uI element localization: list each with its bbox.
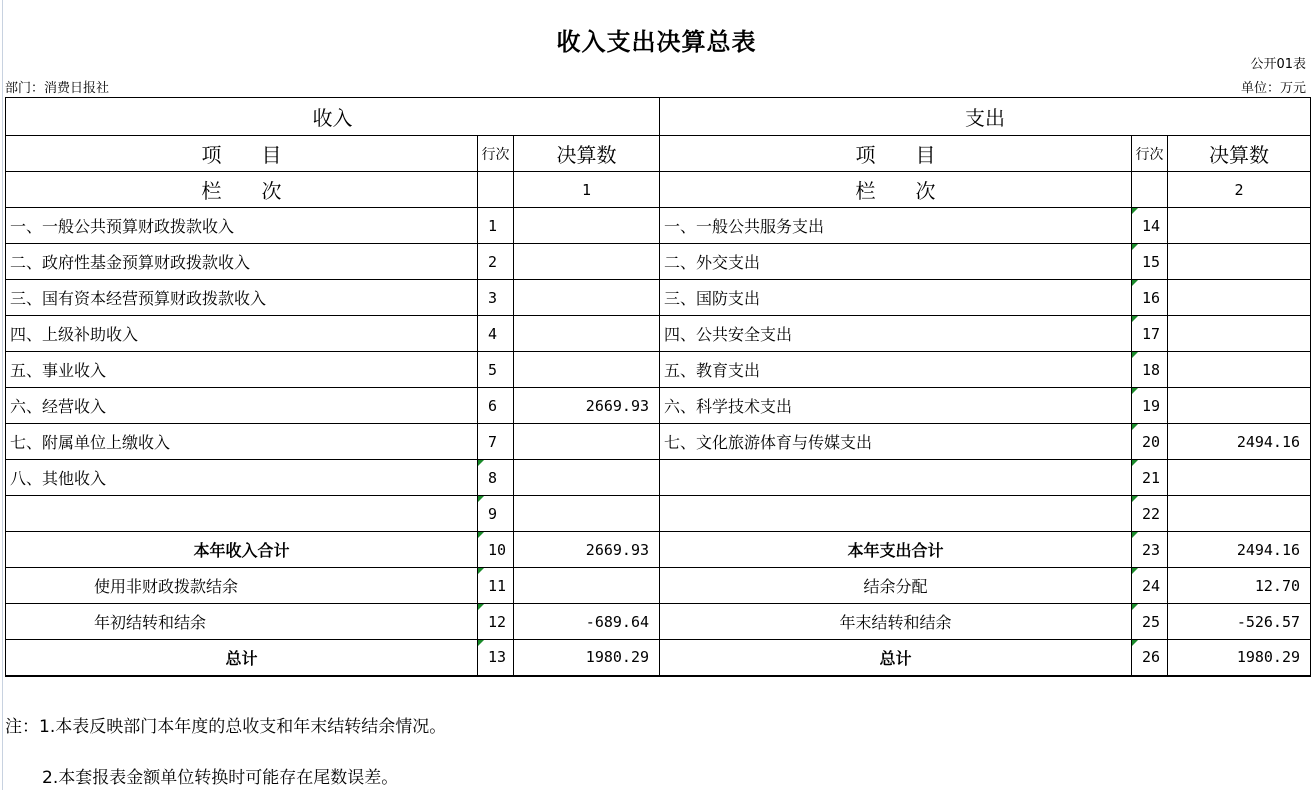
expense-column-blank [1132,172,1168,208]
expense-line-no-cell: 23 [1132,532,1168,568]
expense-item-cell: 年末结转和结余 [660,604,1132,640]
table-row [6,388,1311,424]
expense-line-no-cell: 21 [1132,460,1168,496]
expense-line-no-cell: 20 [1132,424,1168,460]
expense-amount-cell [1168,460,1311,496]
expense-amount-cell: -526.57 [1168,604,1311,640]
income-amount-cell: 2669.93 [514,532,660,568]
column-number-row [6,172,1311,208]
expense-amount-cell [1168,496,1311,532]
table-row [6,424,1311,460]
income-line-no-cell: 1 [478,208,514,244]
table-row [6,244,1311,280]
income-line-no-cell: 9 [478,496,514,532]
department-label: 部门：消费日报社 [5,81,110,96]
expense-amount-header: 决算数 [1168,136,1311,172]
total-row [6,640,1311,676]
income-line-no-cell: 2 [478,244,514,280]
expense-line-no-cell: 17 [1132,316,1168,352]
expense-amount-cell: 2494.16 [1168,424,1311,460]
income-amount-cell: 2669.93 [514,388,660,424]
expense-item-cell: 四、公共安全支出 [660,316,1132,352]
income-amount-cell [514,460,660,496]
income-line-no-cell: 7 [478,424,514,460]
expense-item-cell: 三、国防支出 [660,280,1132,316]
expense-amount-cell [1168,280,1311,316]
income-line-no-cell: 11 [478,568,514,604]
expense-item-cell: 二、外交支出 [660,244,1132,280]
income-item-cell: 八、其他收入 [6,460,478,496]
income-amount-header: 决算数 [514,136,660,172]
expense-item-cell: 五、教育支出 [660,352,1132,388]
expense-item-cell: 六、科学技术支出 [660,388,1132,424]
income-amount-cell [514,568,660,604]
income-amount-cell [514,352,660,388]
expense-item-cell: 结余分配 [660,568,1132,604]
income-item-cell: 年初结转和结余 [6,604,478,640]
expense-line-no-cell: 15 [1132,244,1168,280]
expense-amount-cell [1168,316,1311,352]
income-amount-cell [514,496,660,532]
table-row [6,208,1311,244]
income-item-cell: 本年收入合计 [6,532,478,568]
expense-amount-cell [1168,352,1311,388]
income-line-no-cell: 12 [478,604,514,640]
expense-line-no-cell: 24 [1132,568,1168,604]
expense-item-cell [660,496,1132,532]
expense-amount-cell: 1980.29 [1168,640,1311,676]
income-item-header: 项 目 [6,136,478,172]
table-row [6,280,1311,316]
income-line-no-cell: 4 [478,316,514,352]
income-item-cell: 一、一般公共预算财政拨款收入 [6,208,478,244]
income-column-label: 栏 次 [6,172,478,208]
income-line-no-cell: 10 [478,532,514,568]
expense-line-no-cell: 25 [1132,604,1168,640]
income-item-cell: 四、上级补助收入 [6,316,478,352]
income-item-cell: 五、事业收入 [6,352,478,388]
income-item-cell: 七、附属单位上缴收入 [6,424,478,460]
balance-row [6,568,1311,604]
expense-column-number: 2 [1168,172,1311,208]
expense-line-no-header: 行次 [1132,136,1168,172]
income-amount-cell [514,244,660,280]
expense-line-no-cell: 18 [1132,352,1168,388]
expense-item-header: 项 目 [660,136,1132,172]
income-item-cell: 三、国有资本经营预算财政拨款收入 [6,280,478,316]
expense-column-label: 栏 次 [660,172,1132,208]
income-line-no-cell: 3 [478,280,514,316]
expense-line-no-cell: 22 [1132,496,1168,532]
expense-item-cell: 七、文化旅游体育与传媒支出 [660,424,1132,460]
section-header-row [6,98,1311,136]
table-row [6,460,1311,496]
income-column-number: 1 [514,172,660,208]
column-header-row [6,136,1311,172]
note-2: 2.本套报表金额单位转换时可能存在尾数误差。 [42,768,399,788]
income-line-no-cell: 8 [478,460,514,496]
income-item-cell: 六、经营收入 [6,388,478,424]
income-item-cell: 总计 [6,640,478,676]
table-row [6,352,1311,388]
page-title: 收入支出决算总表 [556,28,757,56]
income-item-cell [6,496,478,532]
income-amount-cell [514,208,660,244]
expense-line-no-cell: 19 [1132,388,1168,424]
expense-amount-cell [1168,208,1311,244]
sheet-left-border [2,0,3,790]
expense-amount-cell: 2494.16 [1168,532,1311,568]
income-amount-cell: 1980.29 [514,640,660,676]
form-number: 公开01表 [1250,57,1306,72]
income-line-no-header: 行次 [478,136,514,172]
income-item-cell: 二、政府性基金预算财政拨款收入 [6,244,478,280]
income-amount-cell [514,316,660,352]
expense-line-no-cell: 14 [1132,208,1168,244]
income-line-no-cell: 13 [478,640,514,676]
income-item-cell: 使用非财政拨款结余 [6,568,478,604]
expense-line-no-cell: 16 [1132,280,1168,316]
expense-item-cell: 本年支出合计 [660,532,1132,568]
income-column-blank [478,172,514,208]
expense-line-no-cell: 26 [1132,640,1168,676]
income-line-no-cell: 5 [478,352,514,388]
income-amount-cell [514,424,660,460]
income-amount-cell [514,280,660,316]
expense-item-cell: 总计 [660,640,1132,676]
income-line-no-cell: 6 [478,388,514,424]
income-amount-cell: -689.64 [514,604,660,640]
expense-amount-cell [1168,388,1311,424]
table-row [6,316,1311,352]
subtotal-row [6,532,1311,568]
unit-label: 单位：万元 [1240,81,1306,96]
income-header: 收入 [6,98,660,136]
note-1: 注：1.本表反映部门本年度的总收支和年末结转结余情况。 [5,717,447,737]
income-expense-table [5,97,1311,677]
expense-item-cell [660,460,1132,496]
expense-header: 支出 [660,98,1311,136]
expense-item-cell: 一、一般公共服务支出 [660,208,1132,244]
expense-amount-cell: 12.70 [1168,568,1311,604]
expense-amount-cell [1168,244,1311,280]
table-row [6,496,1311,532]
balance-row [6,604,1311,640]
